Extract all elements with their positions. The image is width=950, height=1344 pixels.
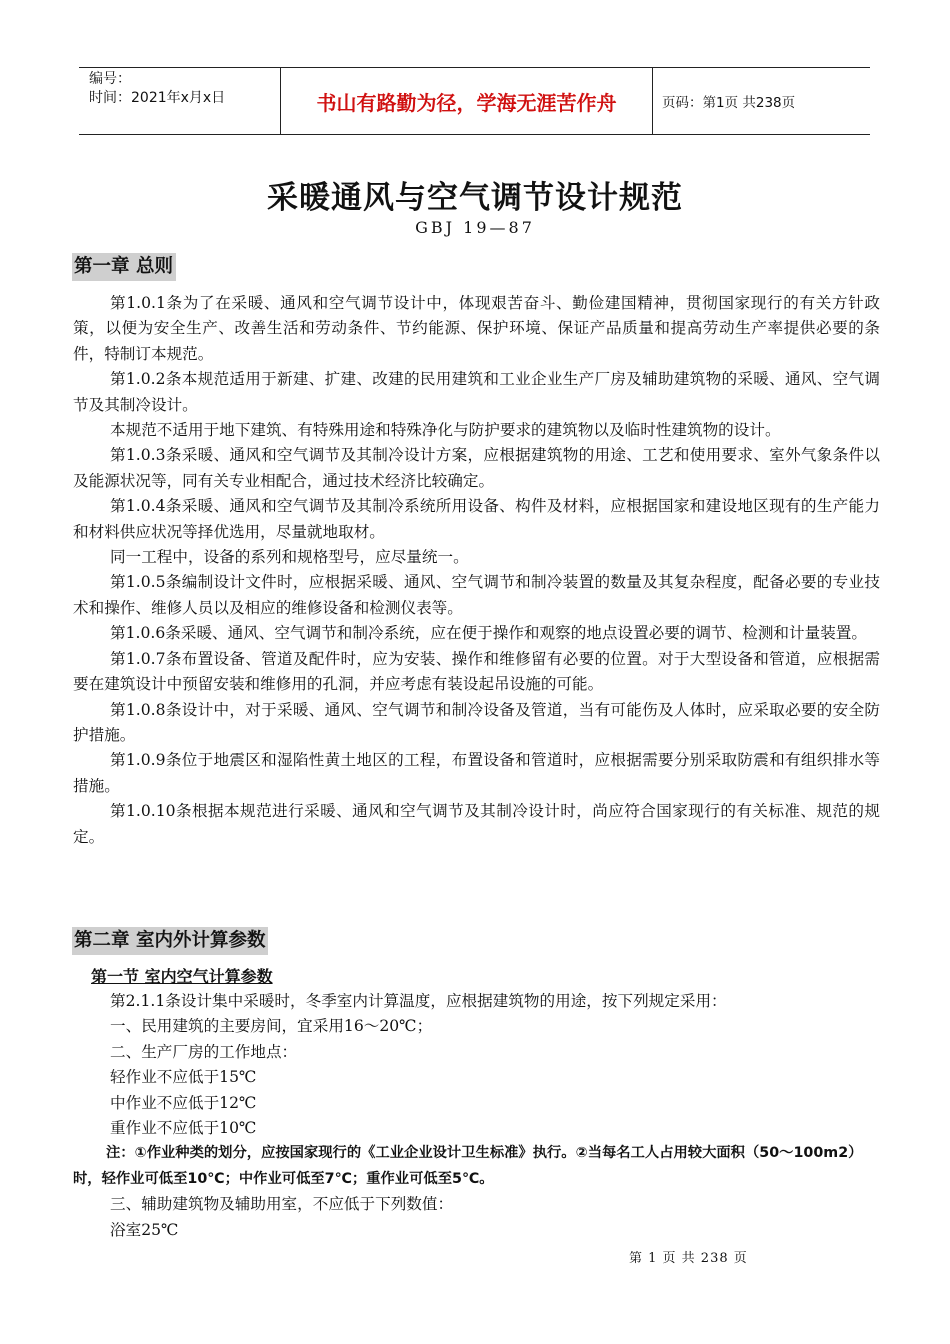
paragraph: 第1.0.6条采暖、通风、空气调节和制冷系统，应在便于操作和观察的地点设置必要的调节、检测和计量装置。 xyxy=(110,624,867,643)
paragraph: 第1.0.1条为了在采暖、通风和空气调节设计中，体现艰苦奋斗、勤俭建国精神，贯彻国家现行的有关方针政策，以便为安全生产、改善生活和劳动条件、节约能源、保护环境、保证产品质量和提高劳动生产率提供必要的条件，特制订本规范。 xyxy=(73,294,880,363)
paragraph: 重作业不应低于10℃ xyxy=(110,1119,257,1138)
page-footer: 第 1 页 共 238 页 xyxy=(629,1251,748,1266)
paragraph: 第2.1.1条设计集中采暖时，冬季室内计算温度，应根据建筑物的用途，按下列规定采用： xyxy=(110,992,727,1010)
standard-code: GBJ 19—87 xyxy=(415,218,535,237)
paragraph: 第1.0.10条根据本规范进行采暖、通风和空气调节及其制冷设计时，尚应符合国家现行的有关标准、规范的规定。 xyxy=(73,802,880,846)
header-meta xyxy=(79,68,280,134)
document-number-label: 编号： xyxy=(89,71,131,87)
document-title: 采暖通风与空气调节设计规范 xyxy=(267,180,683,216)
paragraph: 第1.0.5条编制设计文件时，应根据采暖、通风、空气调节和制冷装置的数量及其复杂程度，配备必要的专业技术和操作、维修人员以及相应的维修设备和检测仪表等。 xyxy=(73,573,880,617)
section-1-heading: 第一节 室内空气计算参数 xyxy=(91,967,273,986)
paragraph: 同一工程中，设备的系列和规格型号，应尽量统一。 xyxy=(110,548,469,567)
paragraph: 第1.0.7条布置设备、管道及配件时，应为安装、操作和维修留有必要的位置。对于大型设备和管道，应根据需要在建筑设计中预留安装和维修用的孔洞，并应考虑有装设起吊设施的可能。 xyxy=(73,649,880,694)
paragraph: 浴室25℃ xyxy=(110,1220,179,1239)
paragraph: 轻作业不应低于15℃ xyxy=(110,1068,257,1087)
chapter-2-heading: 第二章 室内外计算参数 xyxy=(72,927,268,955)
paragraph: 二、生产厂房的工作地点： xyxy=(110,1042,298,1061)
paragraph: 第1.0.2条本规范适用于新建、扩建、改建的民用建筑和工业企业生产厂房及辅助建筑物的采暖、通风、空气调节及其制冷设计。 xyxy=(73,370,880,414)
chapter-1-heading: 第一章 总则 xyxy=(72,253,176,281)
chapter-1-body xyxy=(73,291,880,850)
paragraph: 第1.0.9条位于地震区和湿陷性黄土地区的工程，布置设备和管道时，应根据需要分别采取防震和有组织排水等措施。 xyxy=(73,751,880,795)
paragraph: 三、辅助建筑物及辅助用室，不应低于下列数值： xyxy=(110,1195,454,1214)
document-time-label: 时间：2021年x月x日 xyxy=(89,90,226,106)
chapter-2-body xyxy=(73,989,880,1243)
paragraph: 一、民用建筑的主要房间，宜采用16～20℃； xyxy=(110,1017,433,1036)
paragraph: 第1.0.3条采暖、通风和空气调节及其制冷设计方案，应根据建筑物的用途、工艺和使用要求、室外气象条件以及能源状况等，同有关专业相配合，通过技术经济比较确定。 xyxy=(73,446,880,490)
paragraph: 本规范不适用于地下建筑、有特殊用途和特殊净化与防护要求的建筑物以及临时性建筑物的设计。 xyxy=(110,421,781,440)
header-motto: 书山有路勤为径，学海无涯苦作舟 xyxy=(280,68,653,134)
page-header xyxy=(79,67,870,135)
paragraph: 中作业不应低于12℃ xyxy=(110,1093,257,1112)
note-paragraph: 注：①作业种类的划分，应按国家现行的《工业企业设计卫生标准》执行。②当每名工人占用较大面积（50～100m2）时，轻作业可低至10℃；中作业可低至7℃；重作业可低至5℃。 xyxy=(73,1145,863,1187)
paragraph: 第1.0.8条设计中，对于采暖、通风、空气调节和制冷设备及管道，当有可能伤及人体时，应采取必要的安全防护措施。 xyxy=(73,700,880,744)
paragraph: 第1.0.4条采暖、通风和空气调节及其制冷系统所用设备、构件及材料，应根据国家和建设地区现有的生产能力和材料供应状况等择优选用，尽量就地取材。 xyxy=(73,497,880,541)
header-page-info: 页码：第1页 共238页 xyxy=(662,95,796,111)
